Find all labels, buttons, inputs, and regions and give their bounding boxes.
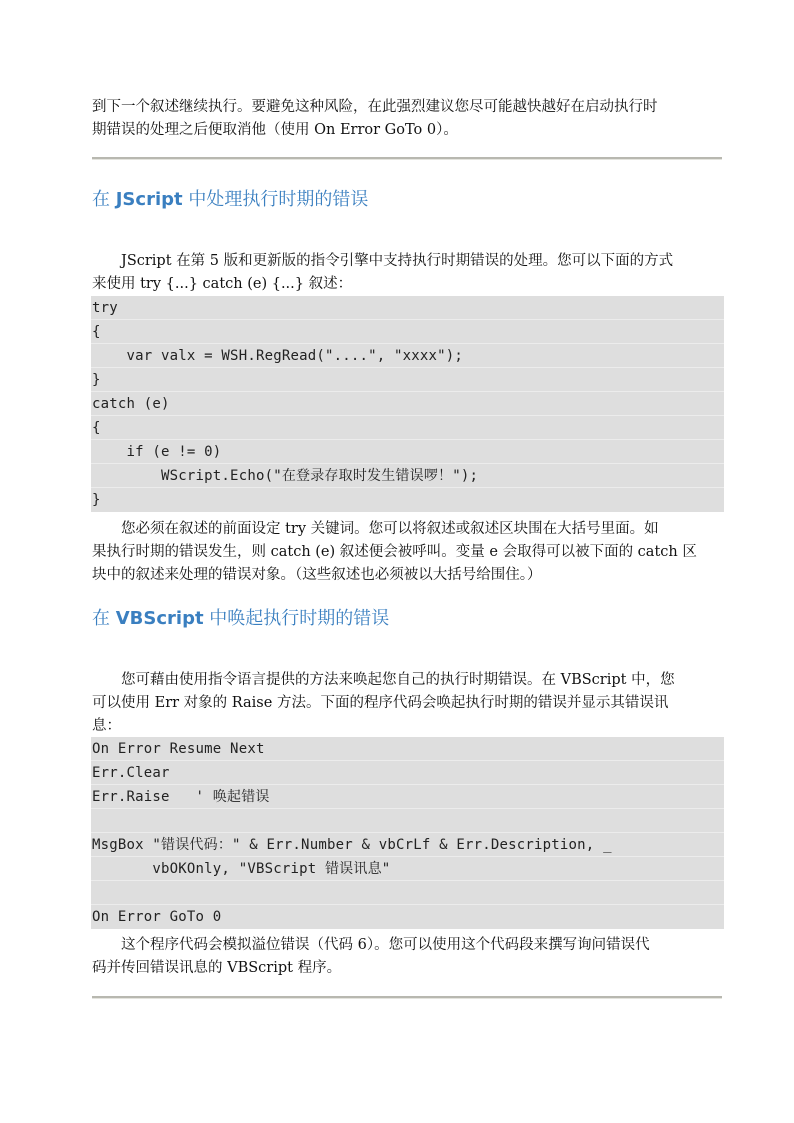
top-paragraph (92, 96, 722, 142)
code-line: MsgBox "错误代码：" & Err.Number & vbCrLf & Err.Description, _ (91, 833, 724, 857)
horizontal-rule (92, 157, 722, 160)
code-line: var valx = WSH.RegRead("....", "xxxx"); (91, 344, 724, 368)
text-line: 期错误的处理之后便取消他（使用 On Error GoTo 0）。 (92, 122, 458, 138)
vbscript-code-block (91, 737, 724, 929)
jscript-code-block (91, 296, 724, 512)
code-line: On Error Resume Next (91, 737, 724, 761)
code-line: } (91, 368, 724, 392)
text-line: 果执行时期的错误发生，则 catch (e) 叙述便会被呼叫。变量 e 会取得可以被下面的 catch 区 (92, 544, 697, 560)
code-line (91, 809, 724, 833)
code-line: if (e != 0) (91, 440, 724, 464)
text-line: 可以使用 Err 对象的 Raise 方法。下面的程序代码会唤起执行时期的错误并显示其错误讯 (92, 695, 669, 711)
horizontal-rule (92, 996, 722, 999)
code-line: Err.Clear (91, 761, 724, 785)
code-line: catch (e) (91, 392, 724, 416)
text-line: 您必须在叙述的前面设定 try 关键词。您可以将叙述或叙述区块围在大括号里面。如 (121, 521, 659, 537)
code-line: { (91, 320, 724, 344)
code-line: On Error GoTo 0 (92, 909, 222, 925)
text-line: 到下一个叙述继续执行。要避免这种风险，在此强烈建议您尽可能越快越好在启动执行时 (92, 99, 658, 115)
text-line: 您可藉由使用指令语言提供的方法来唤起您自己的执行时期错误。在 VBScript 中，您 (121, 672, 675, 688)
code-line: try (91, 296, 724, 320)
vbscript-after-paragraph (92, 934, 722, 980)
section-heading-jscript: 在 JScript 中处理执行时期的错误 (92, 189, 369, 210)
section-heading-vbscript: 在 VBScript 中唤起执行时期的错误 (92, 608, 390, 629)
code-line: Err.Raise ' 唤起错误 (91, 785, 724, 809)
code-line: { (91, 416, 724, 440)
jscript-intro-paragraph (92, 250, 722, 296)
text-line: 来使用 try {...} catch (e) {...} 叙述： (92, 276, 353, 292)
text-line: 息： (92, 718, 121, 734)
text-line: 这个程序代码会模拟溢位错误（代码 6）。您可以使用这个代码段来撰写询问错误代 (121, 937, 650, 953)
vbscript-intro-paragraph (92, 669, 722, 738)
code-line: } (92, 492, 101, 508)
text-line: 块中的叙述来处理的错误对象。（这些叙述也必须被以大括号给围住。） (92, 567, 542, 583)
code-line (91, 881, 724, 905)
jscript-after-paragraph (92, 518, 722, 587)
text-line: JScript 在第 5 版和更新版的指令引擎中支持执行时期错误的处理。您可以下面的方式 (121, 253, 674, 269)
text-line: 码并传回错误讯息的 VBScript 程序。 (92, 960, 342, 976)
code-line: vbOKOnly, "VBScript 错误讯息" (91, 857, 724, 881)
code-line: WScript.Echo("在登录存取时发生错误啰！"); (91, 464, 724, 488)
